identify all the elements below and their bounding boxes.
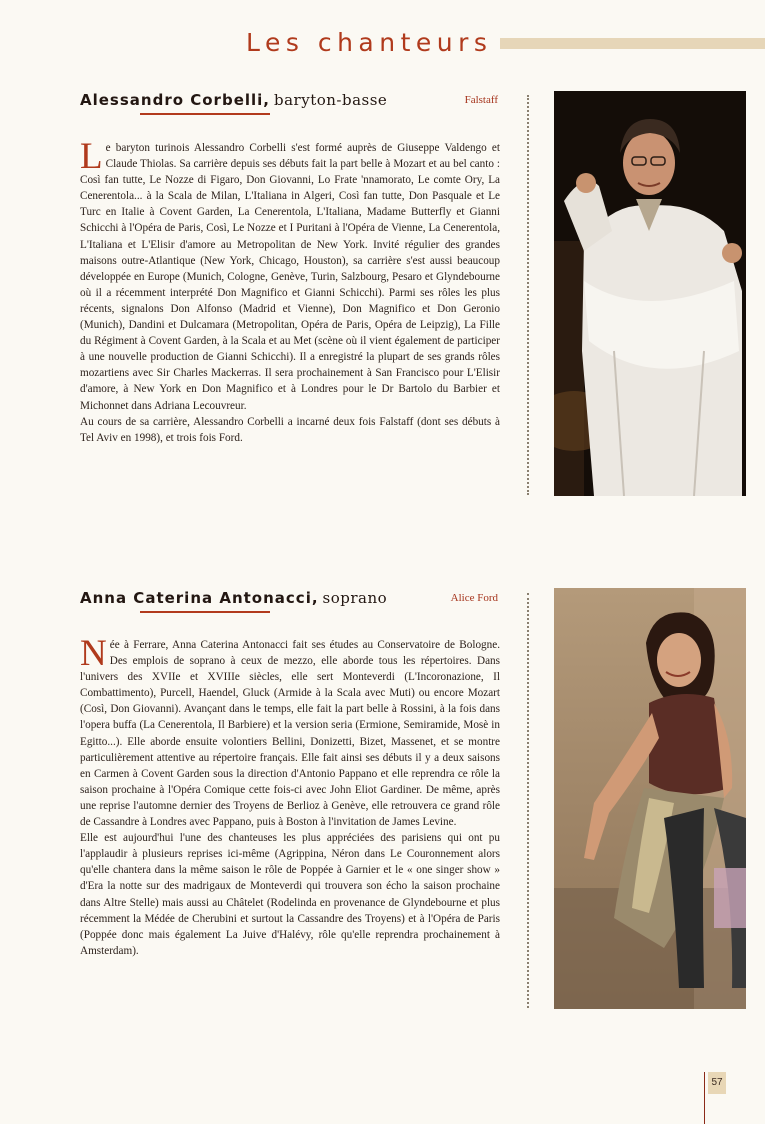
singer-name: Anna Caterina Antonacci,: [80, 589, 319, 607]
heading-underline: [140, 113, 270, 115]
photo-illustration: [554, 91, 746, 496]
footer-rule: [704, 1072, 705, 1124]
drop-cap: L: [80, 136, 103, 177]
bio-paragraph: e baryton turinois Alessandro Corbelli s'est formé auprès de Giuseppe Valdengo et Claude Thiolas. Sa carrière depuis ses débuts fait la part belle à Mozart et au bel canto : Così fan tutte, Le Nozze di Figaro, Don Giovanni, Lo Frate 'nnamorato, Le comte Ory, La Cenerentola... à la Scala de Milan, L'Italiana in Algeri, Così fan tutte, Don Pasquale et Le Turc en Italie à Covent Garden, La Cenerentola, L'Italiana, Madame Butterfly et Gianni Schicchi à l'Opéra de Paris, Così, Le Nozze et I Puritani à l'Opéra de Vienne, La Cenerentola, L'Italiana et L'Elisir d'amore au Metropolitan de New York. Invité régulier des grandes maisons outre-Atlantique (New York, Chicago, Houston), sa carrière s'est aussi beaucoup développée en Europe (Munich, Cologne, Genève, Turin, Salzbourg, Pesaro et Glyndebourne où il a récemment interprété Don Magnifico et Gianni Schicchi). Parmi ses rôles les plus récents, signalons Don Alfonso (Madrid et Vienne), Don Magnifico et Don Geronio (Munich), Dandini et Dulcamara (Metropolitan, Opéra de Paris, Opéra de Leipzig), La Fille du Régiment à Covent Garden, à la Scala et au Met (scène où il vient également de participer à une nouvelle production de Gianni Schicchi). Il a enregistré la plupart de ses grands rôles mozartiens avec Sir Charles Mackerras. Il sera prochainement à San Francisco pour L'Elisir d'amore, à New York en Don Magnifico et à Londres pour le Dr Bartolo du Barbier et Michonnet dans Adriana Lecouvreur.: [80, 142, 500, 412]
singer-heading-2: [80, 589, 498, 608]
page-number: 57: [708, 1072, 726, 1094]
singer-role: Falstaff: [464, 94, 498, 106]
bio-paragraph: Au cours de sa carrière, Alessandro Corbelli a incarné deux fois Falstaff (dont ses débuts à Tel Aviv en 1998), et trois fois Ford.: [80, 415, 500, 444]
singer-name: Alessandro Corbelli,: [80, 91, 270, 109]
singer-bio-1: [80, 136, 500, 446]
singer-role: Alice Ford: [450, 592, 498, 604]
singer-voice: soprano: [322, 589, 388, 607]
singer-heading-1: [80, 91, 498, 110]
dotted-separator: [527, 593, 529, 1008]
photo-illustration: [554, 588, 746, 1009]
dotted-separator: [527, 95, 529, 495]
singer-bio-2: [80, 633, 500, 959]
singer-photo-antonacci: [554, 588, 746, 1009]
singer-photo-corbelli: [554, 91, 746, 496]
header-decorative-bar: [500, 38, 765, 49]
page-title: Les chanteurs: [246, 28, 493, 57]
drop-cap: N: [80, 633, 107, 674]
bio-paragraph: Elle est aujourd'hui l'une des chanteuses les plus appréciées des parisiens qui ont pu l'applaudir à plusieurs reprises ici-même (Agrippina, Néron dans Le Couronnement alors qu'elle chantera dans la même saison le rôle de Poppée à Garnier et le « one singer show » d'Era la notte sur des madrigaux de Monteverdi qui trouvera son écho la saison prochaine dans Altre Stelle) mais aussi au Châtelet (Rodelinda en provenance de Glyndebourne et plus récemment la Médée de Cherubini et surtout la Cassandre des Troyens) et à l'Opéra de Paris (Poppée donc mais également La Juive d'Halévy, rôle qu'elle reprendra prochainement à Amsterdam).: [80, 832, 500, 957]
bio-paragraph: ée à Ferrare, Anna Caterina Antonacci fait ses études au Conservatoire de Bologne. Des emplois de soprano à ceux de mezzo, elle aborde tous les répertoires. Dans l'univers des XVIIe et XVIIIe siècles, elle sert Monteverdi (L'Incoronazione, Il Combattimento), Purcell, Haendel, Gluck (Armide à la Scala avec Muti) ou encore Mozart (Così, Don Giovanni). Avançant dans le temps, elle fait la part belle à Rossini, à la fois dans l'opera buffa (La Cenerentola, Il Barbiere) et la version seria (Ermione, Semiramide, Mosè in Egitto...). Elle aborde ensuite volontiers Bellini, Donizetti, Bizet, Massenet, et se montre particulièrement attentive au répertoire français. Elle fait ainsi ses débuts il y a deux saisons en Carmen à Covent Garden sous la direction d'Antonio Pappano et elle reprendra ce rôle la saison prochaine à l'Opéra Comique cette fois-ci avec John Eliot Gardiner. De même, après une reprise l'automne dernier des Troyens de Berlioz à Genève, elle retrouvera ce grand rôle de Cassandre à Londres avec Pappano, puis à Boston à l'invitation de James Levine.: [80, 639, 500, 829]
heading-underline: [140, 611, 270, 613]
singer-voice: baryton-basse: [274, 91, 388, 109]
